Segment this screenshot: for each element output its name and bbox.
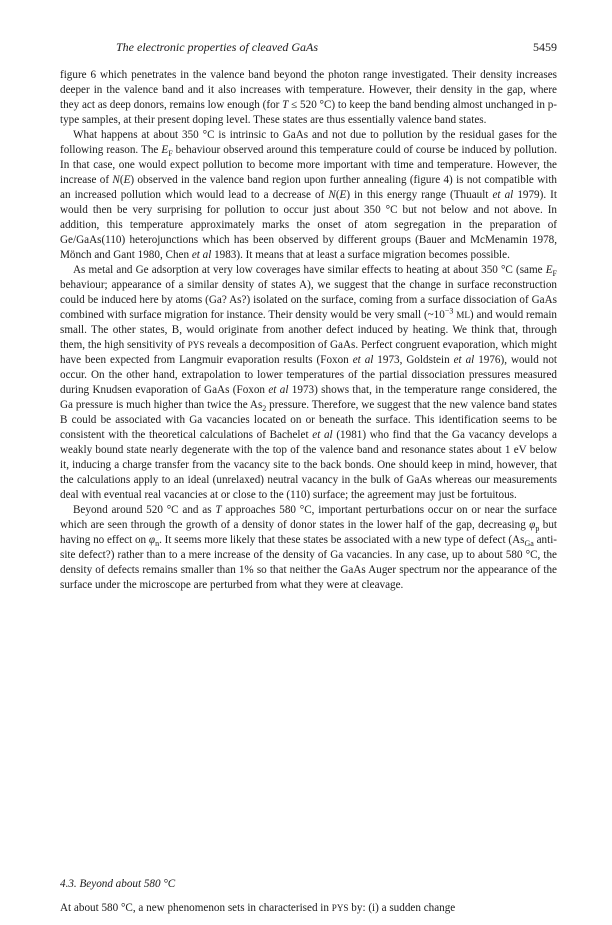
paragraph: figure 6 which penetrates in the valence band beyond the photon range investigated. Their density increases deeper in the valence band and it also increases with temperature. However, their density in the gap, where they act as deep donors, remains low enough (for T ≤ 520 °C) to keep the band bending almost unchanged in p-type samples, at their present doping level. These states are thus essentially valence band states.	[60, 69, 557, 126]
running-title: The electronic properties of cleaved GaAs	[116, 40, 319, 54]
paragraph-start: At about 580 °C, a new phenomenon sets in characterised in PYS by: (i) a sudden change	[60, 902, 456, 914]
paragraph: Beyond around 520 °C and as T approaches 580 °C, important perturbations occur on or near the surface which are seen through the growth of a density of donor states in the lower half of the gap, decreasing $\varphi_p$ but having no effect on $\varphi_n$. It seems more likely that these states be associated with a new type of defect ($As_{Ga}$ anti-site defect?) rather than to a mere increase of the density of Ga vacancies. In any case, up to about 580 °C, the density of defects remains smaller than 1% so that neither the GaAs Auger spectrum nor the appearance of the surface under the microscope are perturbed from what they were at cleavage.	[60, 504, 558, 591]
section-heading: 4.3. Beyond about 580 °C	[60, 878, 176, 890]
paragraph: What happens at about 350 °C is intrinsic to GaAs and not due to pollution by the residual gases for the following reason. The $E_F$ behaviour observed around this temperature could of course be induced by pollution. In that case, one would expect pollution to become more important with time and temperature. However, the increase of N(E) observed in the valence band region upon further annealing (figure 4) is not compatible with an increased pollution which would lead to a decrease of N(E) in this energy range (Thuault et al 1979). It would then be very surprising for pollution to occur just about 350 °C but not below and not above. In addition, this temperature approximately marks the onset of atom segregation in the preparation of Ge/GaAs(110) heterojunctions which has been observed by different groups (Bauer and McMenamin 1978, Mönch and Gant 1980, Chen et al 1983). It means that at least a surface migration becomes possible.	[60, 129, 557, 261]
page-number: 5459	[533, 40, 557, 54]
running-header	[60, 40, 557, 56]
body-text	[60, 68, 557, 593]
paragraph: As metal and Ge adsorption at very low coverages have similar effects to heating at about 350 °C (same $E_F$ behaviour; appearance of a similar density of states A), we suggest that the change in surface reconstruction could be induced here by atoms (Ga? As?) isolated on the surface, coming from a surface dissociation of GaAs combined with surface migration for instance. Their density would be very small ($\sim 10^{-3}$ ML) and would remain small. The other states, B, would originate from another defect induced by heating. We think that, through them, the high sensitivity of PYS reveals a decomposition of GaAs. Perfect congruent evaporation, which might have been expected from Langmuir evaporation results (Foxon et al 1973, Goldstein et al 1976), would not occur. On the other hand, extrapolation to lower temperatures of the partial dissociation pressures measured during Knudsen evaporation of GaAs (Foxon et al 1973) shows that, in the temperature range considered, the Ga pressure is much higher than twice the $As_2$ pressure. Therefore, we suggest that the new valence band states B could be associated with Ga vacancies located on or beneath the surface. This identification seems to be consistent with the theoretical calculations of Bachelet et al (1981) who find that the Ga vacancy develops a weakly bound state nearly degenerate with the top of the valence band and resonance states about 1 eV below it, inducing a charge transfer from the vacancy site to the back bonds. One should keep in mind, however, that the calculations apply to an ideal (unrelaxed) neutral vacancy in the bulk of GaAs whereas our measurements deal with eventual real vacancies at or close to the (110) surface; the agreement may just be fortuitous.	[60, 264, 558, 501]
